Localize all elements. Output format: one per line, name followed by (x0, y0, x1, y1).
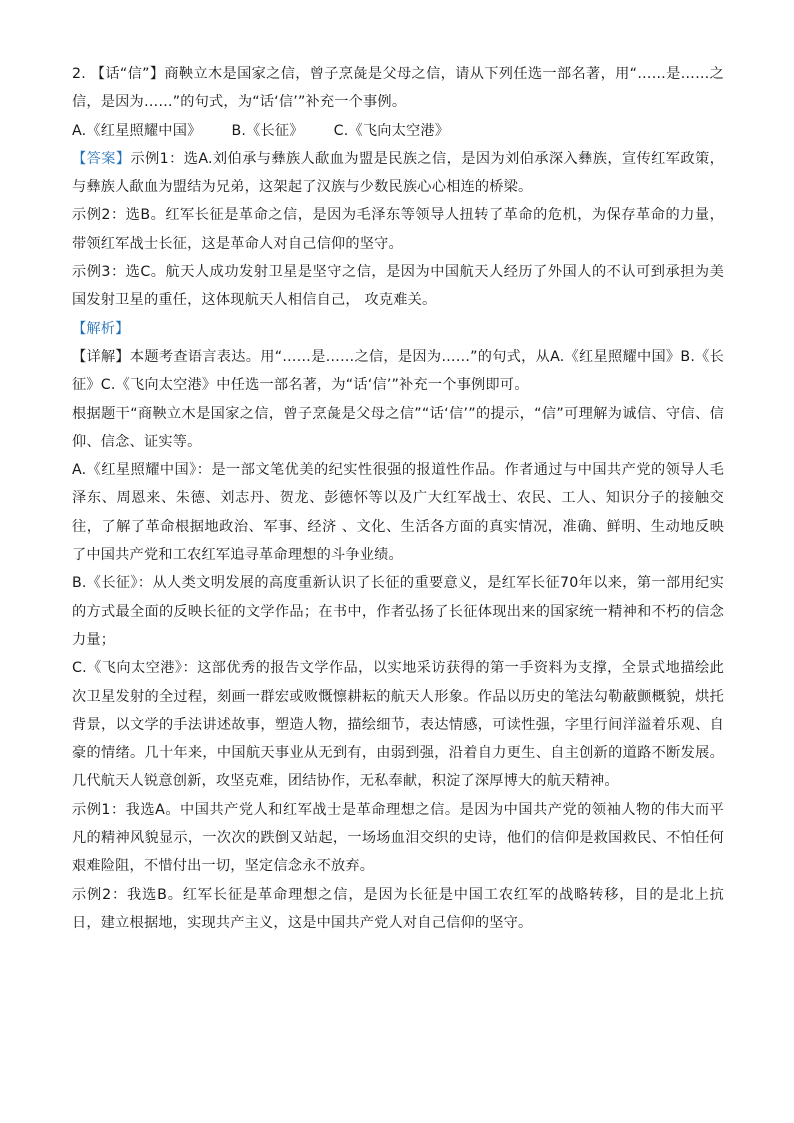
analysis-label (72, 315, 724, 343)
analysis-book-c: C.《飞向太空港》：这部优秀的报告文学作品，以实地采访获得的第一手资料为支撑，全景式地描绘此次卫星发射的全过程，刻画一群宏或败慨懔耕耘的航天人形象。作品以历史的笔法勾勒蔽颤概貌，烘托背景，以文学的手法讲述故事，塑造人物，描绘细节，表达情感，可读性强，字里行间洋溢着乐观、自豪的情绪。几十年来，中国航天事业从无到有，由弱到强，沿着自力更生、自主创新的道路不断发展。几代航天人锐意创新，攻坚克难，团结协作，无私奉献，积淀了深厚博大的航天精神。 (72, 660, 724, 790)
question-text: 2. 【话“信”】商鞅立木是国家之信，曾子烹彘是父母之信，请从下列任选一部名著，用“……是……之信，是因为……”的句式，为“话‘信’”补充一个事例。 (72, 66, 724, 111)
analysis-example-1: 示例1：我选A。中国共产党人和红军战士是革命理想之信。是因为中国共产党的领袖人物的伟大而平凡的精神风貌显示，一次次的跌倒又站起，一场场血泪交织的史诗，他们的信仰是救国救民、不怕任何艰难险阻，不惜付出一切，坚定信念永不放弃。 (72, 801, 724, 875)
detail-label: 【详解】 (72, 348, 130, 365)
answer-example-3: 示例3：选C。航天人成功发射卫星是坚守之信，是因为中国航天人经历了外国人的不认可到承担为美国发射卫星的重任，这体现航天人相信自己， 攻克难关。 (72, 264, 724, 309)
option-a: A.《红星照耀中国》 (72, 122, 202, 139)
analysis-book-b: B.《长征》：从人类文明发展的高度重新认识了长征的重要意义，是红军长征70年以来，第一部用纪实的方式最全面的反映长征的文学作品；在书中，作者弘扬了长征体现出来的国家统一精神和不朽的信念力量； (72, 575, 724, 648)
analysis-book-a: A.《红星照耀中国》：是一部文笔优美的纪实性很强的报道性作品。作者通过与中国共产党的领导人毛泽东、周恩来、朱德、刘志丹、贺龙、彭德怀等以及广大红军战士、农民、工人、知识分子的接触交往，了解了革命根据地政治、军事、经济 、文化、生活各方面的真实情况，准确、鲜明、生动地反映了中国共产党和工农红军追寻革命理想的斗争业绩。 (72, 462, 724, 564)
analysis-detail (72, 343, 724, 400)
analysis-paragraph-hint: 根据题干“商鞅立木是国家之信，曾子烹彘是父母之信”“话‘信’”的提示，“信”可理解为诚信、守信、信仰、信念、证实等。 (72, 405, 724, 450)
detail-text: 本题考查语言表达。用“……是……之信，是因为……”的句式，从A.《红星照耀中国》B.《长征》C.《飞向太空港》中任选一部名著，为“话‘信’”补充一个事例即可。 (72, 348, 724, 394)
analysis-example-2: 示例2：我选B。红军长征是革命理想之信，是因为长征是中国工农红军的战略转移，目的是北上抗日，建立根据地，实现共产主义，这是中国共产党人对自己信仰的坚守。 (72, 886, 724, 931)
option-c: C.《飞向太空港》 (333, 122, 450, 139)
question-options (72, 117, 724, 145)
option-b: B.《长征》 (231, 122, 304, 139)
answer-example-2: 示例2：选B。红军长征是革命之信，是因为毛泽东等领导人扭转了革命的危机，为保存革命的力量，带领红军战士长征，这是革命人对自己信仰的坚守。 (72, 207, 724, 252)
analysis-label-text: 【解析】 (72, 320, 130, 337)
document-page (72, 60, 724, 937)
answer-label: 【答案】 (72, 150, 131, 167)
answer-example-1 (72, 145, 724, 202)
answer-example-1-text: 示例1：选A.刘伯承与彝族人歃血为盟是民族之信，是因为刘伯承深入彝族，宣传红军政策，与彝族人歃血为盟结为兄弟，这架起了汉族与少数民族心心相连的桥梁。 (72, 150, 724, 196)
